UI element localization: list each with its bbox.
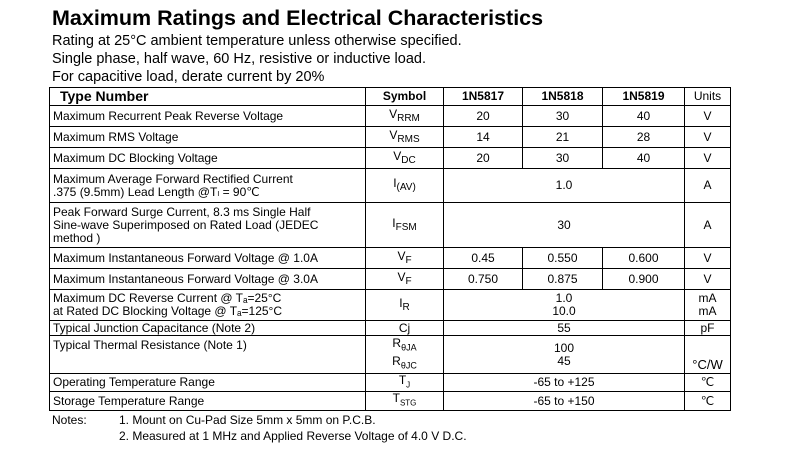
symbol-cell: $I_{FSM}$ — [366, 203, 444, 248]
ratings-table — [49, 87, 731, 411]
symbol-cell: $I_{(AV)}$ — [366, 169, 444, 203]
param-cell — [50, 203, 366, 248]
value-all-types: 55 — [444, 321, 685, 336]
symbol-cell: Cj — [366, 321, 444, 336]
symbol-cell: $V_{RRM}$ — [366, 106, 444, 127]
symbol-line: $R_{\theta JC}$ — [392, 353, 417, 370]
unit-cell: ℃ — [685, 374, 731, 392]
param-line: at Rated DC Blocking Voltage @ Tₐ=125°C — [53, 304, 283, 318]
value-junction-case: 45 — [557, 353, 571, 368]
table-row — [50, 169, 731, 203]
value-all-types: 1.0 — [444, 169, 685, 203]
value-1n5818: 30 — [523, 106, 603, 127]
header-1n5818: 1N5818 — [523, 88, 603, 106]
notes-label: Notes: — [52, 413, 87, 427]
table-header-row — [50, 88, 731, 106]
value-all-types — [444, 290, 685, 321]
param-cell: Storage Temperature Range — [50, 392, 366, 410]
unit-125c: mA — [698, 304, 717, 318]
value-1n5819: 40 — [603, 148, 685, 169]
table-row — [50, 127, 731, 148]
symbol-cell — [366, 336, 444, 374]
param-line: Sine-wave Superimposed on Rated Load (JEDEC — [53, 217, 319, 232]
header-1n5819: 1N5819 — [603, 88, 685, 106]
header-type-number: Type Number — [50, 88, 366, 106]
param-line: method ) — [53, 230, 101, 245]
table-row — [50, 336, 731, 374]
param-cell: Operating Temperature Range — [50, 374, 366, 392]
param-cell: Maximum Recurrent Peak Reverse Voltage — [50, 106, 366, 127]
symbol-cell: $V_F$ — [366, 248, 444, 269]
symbol-cell: $V_F$ — [366, 269, 444, 290]
value-1n5817: 0.750 — [444, 269, 523, 290]
param-line: Peak Forward Surge Current, 8.3 ms Single Half — [53, 204, 311, 219]
param-cell — [50, 169, 366, 203]
symbol-cell: $T_J$ — [366, 374, 444, 392]
unit-cell: V — [685, 248, 731, 269]
value-1n5819: 40 — [603, 106, 685, 127]
table-row — [50, 269, 731, 290]
value-1n5817: 20 — [444, 106, 523, 127]
unit-cell: A — [685, 169, 731, 203]
param-cell — [50, 290, 366, 321]
unit-cell: V — [685, 106, 731, 127]
unit-cell: A — [685, 203, 731, 248]
note-1: 1. Mount on Cu-Pad Size 5mm x 5mm on P.C.B. — [119, 413, 376, 427]
symbol-cell: $V_{RMS}$ — [366, 127, 444, 148]
symbol-cell: $V_{DC}$ — [366, 148, 444, 169]
value-1n5817: 0.45 — [444, 248, 523, 269]
unit-cell: pF — [685, 321, 731, 336]
value-all-types: -65 to +125 — [444, 374, 685, 392]
param-cell: Maximum RMS Voltage — [50, 127, 366, 148]
intro-line-temperature: Rating at 25°C ambient temperature unless otherwise specified. — [52, 33, 462, 49]
unit-cell: V — [685, 127, 731, 148]
note-2: 2. Measured at 1 MHz and Applied Reverse Voltage of 4.0 V D.C. — [119, 429, 467, 443]
value-1n5819: 0.600 — [603, 248, 685, 269]
unit-cell: ℃ — [685, 392, 731, 410]
value-all-types — [444, 336, 685, 374]
document-title: Maximum Ratings and Electrical Characteristics — [52, 6, 544, 30]
value-1n5818: 21 — [523, 127, 603, 148]
param-cell: Typical Thermal Resistance (Note 1) — [50, 336, 366, 374]
unit-25c: mA — [698, 291, 717, 305]
value-125c: 10.0 — [552, 304, 576, 318]
value-1n5818: 30 — [523, 148, 603, 169]
intro-line-derate: For capacitive load, derate current by 20% — [52, 69, 325, 85]
param-line: .375 (9.5mm) Lead Length @Tₗ = 90℃ — [53, 184, 260, 199]
table-row — [50, 374, 731, 392]
table-row — [50, 392, 731, 410]
param-cell: Maximum Instantaneous Forward Voltage @ 3.0A — [50, 269, 366, 290]
table-row — [50, 106, 731, 127]
intro-line-phase: Single phase, half wave, 60 Hz, resistive or inductive load. — [52, 51, 426, 67]
header-1n5817: 1N5817 — [444, 88, 523, 106]
value-1n5819: 0.900 — [603, 269, 685, 290]
header-symbol: Symbol — [366, 88, 444, 106]
unit-cell: °C/W — [685, 336, 731, 374]
param-cell: Maximum Instantaneous Forward Voltage @ 1.0A — [50, 248, 366, 269]
table-row — [50, 321, 731, 336]
symbol-line: $R_{\theta JA}$ — [392, 336, 417, 353]
table-row — [50, 248, 731, 269]
param-cell: Maximum DC Blocking Voltage — [50, 148, 366, 169]
table-row — [50, 148, 731, 169]
unit-cell — [685, 290, 731, 321]
value-25c: 1.0 — [555, 291, 573, 305]
value-1n5818: 0.550 — [523, 248, 603, 269]
unit-cell: V — [685, 269, 731, 290]
unit-cell: V — [685, 148, 731, 169]
value-all-types: -65 to +150 — [444, 392, 685, 410]
value-1n5817: 20 — [444, 148, 523, 169]
value-1n5817: 14 — [444, 127, 523, 148]
value-all-types: 30 — [444, 203, 685, 248]
value-1n5818: 0.875 — [523, 269, 603, 290]
symbol-cell: $T_{STG}$ — [366, 392, 444, 410]
param-line: Maximum Average Forward Rectified Current — [53, 171, 293, 186]
header-units: Units — [685, 88, 731, 106]
symbol-cell: $I_R$ — [366, 290, 444, 321]
value-junction-ambient: 100 — [553, 340, 575, 355]
table-row — [50, 290, 731, 321]
param-line: Maximum DC Reverse Current @ Tₐ=25°C — [53, 291, 282, 305]
param-cell: Typical Junction Capacitance (Note 2) — [50, 321, 366, 336]
value-1n5819: 28 — [603, 127, 685, 148]
table-row — [50, 203, 731, 248]
